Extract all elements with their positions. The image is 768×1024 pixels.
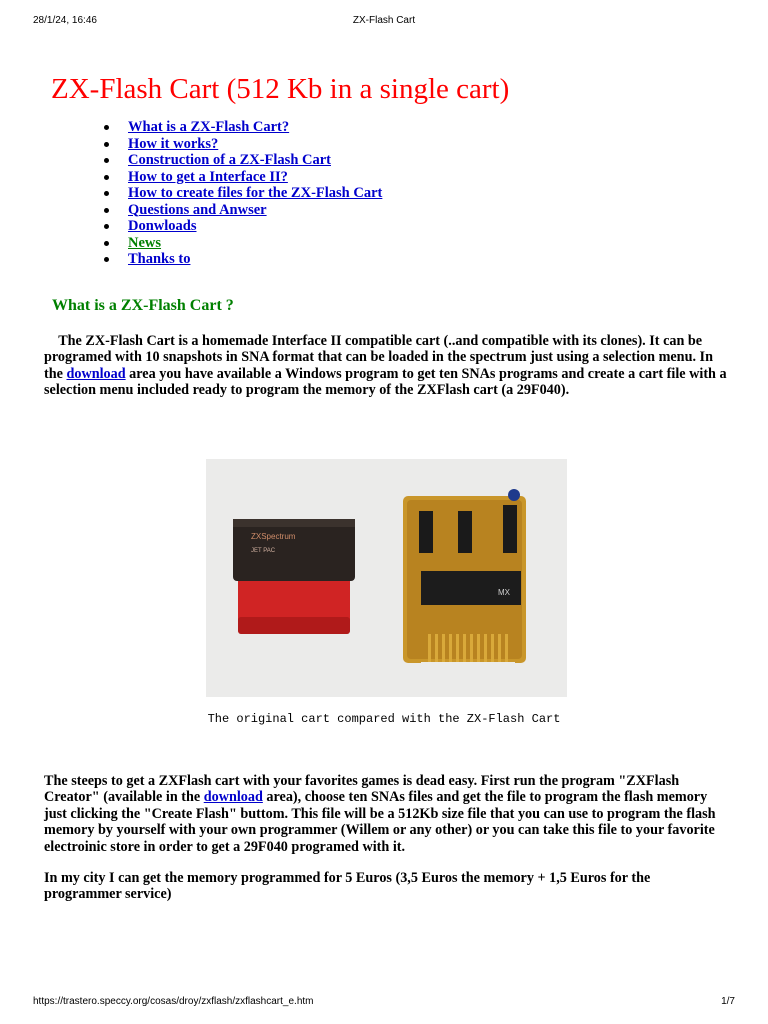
print-url: https://trastero.speccy.org/cosas/droy/zxflash/zxflashcart_e.htm xyxy=(33,996,314,1007)
print-page-number: 1/7 xyxy=(721,996,735,1007)
bullet-icon xyxy=(104,257,109,262)
toc-item xyxy=(104,218,382,235)
bullet-icon xyxy=(104,142,109,147)
toc-link-news[interactable]: News xyxy=(128,234,162,251)
page-title: ZX-Flash Cart (512 Kb in a single cart) xyxy=(51,73,510,105)
steps-paragraph xyxy=(44,773,728,855)
intro-paragraph xyxy=(44,333,728,399)
toc-item xyxy=(104,185,382,202)
toc-item xyxy=(104,136,382,153)
bullet-icon xyxy=(104,208,109,213)
toc-link-create-files[interactable]: How to create files for the ZX-Flash Cart xyxy=(128,185,383,201)
print-datetime: 28/1/24, 16:46 xyxy=(33,15,97,26)
bullet-icon xyxy=(104,125,109,130)
cart-comparison-photo xyxy=(206,459,567,697)
toc-item xyxy=(104,251,382,268)
paragraph-text: area), choose ten SNAs files and get the file to program the flash memory just clicking the "Create Flash" buttom. This file will be a 512Kb size file that you can use to program the flash memory by yourself with your own programmer (Willem or any other) or you can take this file to your favorite electroinic store in order to get a 29F040 programed with it. xyxy=(44,789,716,855)
bullet-icon xyxy=(104,158,109,163)
table-of-contents xyxy=(104,119,382,268)
download-link[interactable]: download xyxy=(66,365,126,382)
bullet-icon xyxy=(104,241,109,246)
toc-item xyxy=(104,202,382,219)
toc-link-downloads[interactable]: Donwloads xyxy=(128,218,197,234)
bullet-icon xyxy=(104,175,109,180)
pricing-paragraph: In my city I can get the memory programmed for 5 Euros (3,5 Euros the memory + 1,5 Euros for the programmer service) xyxy=(44,870,651,903)
toc-item xyxy=(104,169,382,186)
cart-label-brand: ZXSpectrum xyxy=(251,532,296,541)
chip-label: MX xyxy=(498,588,510,597)
print-header xyxy=(0,15,768,29)
toc-item xyxy=(104,119,382,136)
toc-link-construction[interactable]: Construction of a ZX-Flash Cart xyxy=(128,152,331,168)
cart-label-game: JET PAC xyxy=(251,548,276,554)
paragraph-text: The steeps to get a ZXFlash cart with your favorites games is dead easy. First run the program "ZXFlash Creator" (available in the xyxy=(44,773,680,806)
toc-link-questions[interactable]: Questions and Anwser xyxy=(128,201,267,218)
toc-link-interface-ii[interactable]: How to get a Interface II? xyxy=(128,168,288,185)
toc-link-thanks[interactable]: Thanks to xyxy=(128,251,191,267)
print-doc-title: ZX-Flash Cart xyxy=(352,15,416,26)
toc-link-what-is[interactable]: What is a ZX-Flash Cart? xyxy=(128,119,290,135)
toc-item xyxy=(104,235,382,252)
download-link[interactable]: download xyxy=(203,789,263,806)
toc-item xyxy=(104,152,382,169)
original-cart-image xyxy=(233,519,355,634)
paragraph-text: area you have available a Windows program to get ten SNAs programs and create a cart file with a selection menu included ready to program the memory of the ZXFlash cart (a 29F040). xyxy=(44,365,727,399)
bullet-icon xyxy=(104,191,109,196)
toc-link-how-it-works[interactable]: How it works? xyxy=(128,135,219,152)
zx-flash-cart-pcb-image xyxy=(403,489,526,666)
section-heading: What is a ZX-Flash Cart ? xyxy=(52,297,234,314)
print-footer xyxy=(0,996,768,1010)
photo-caption: The original cart compared with the ZX-Flash Cart xyxy=(207,712,561,726)
bullet-icon xyxy=(104,224,109,229)
paragraph-text: The ZX-Flash Cart is a homemade Interface II compatible cart (..and compatible with its clones). It can be programed with 10 snapshots in SNA format that can be loaded in the spectrum just using a selection menu. In the xyxy=(44,333,713,382)
